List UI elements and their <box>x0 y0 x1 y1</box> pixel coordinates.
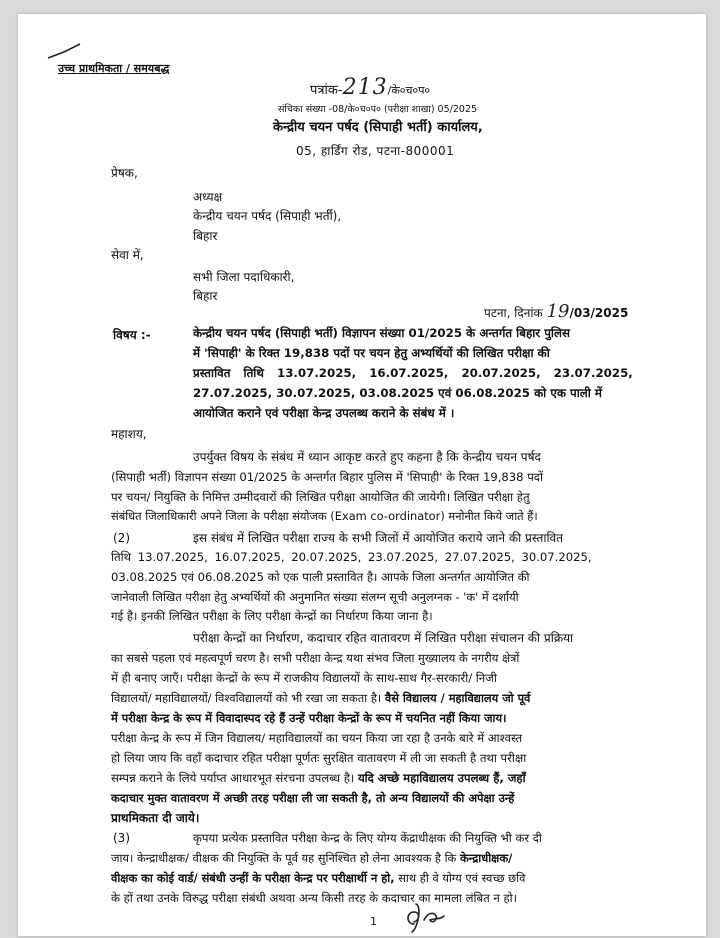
para2-line: इस संबंध में लिखित परीक्षा राज्य के सभी जिलों में आयोजित कराये जाने की प्रस्तावित <box>193 531 564 545</box>
para3-line: का सबसे पहला एवं महत्वपूर्ण चरण है। सभी परीक्षा केन्द्र यथा संभव जिला मुख्यालय के नगरीय क्षेत्रों <box>111 651 520 665</box>
para4-bold-text: केन्द्राधीक्षक/ <box>459 851 513 865</box>
date-rest: /03/2025 <box>569 306 629 320</box>
para3-line: में ही बनाए जाएँ। परीक्षा केन्द्रों के रूप में राजकीय विद्यालयों के साथ-साथ गैर-सरकारी/ निजी <box>111 671 497 685</box>
para3-bold-line: में परीक्षा केन्द्र के रूप में विवादास्पद रहे हैं उन्हें परीक्षा केन्द्रों के रूप में चयनित नहीं किया जाय। <box>111 711 507 725</box>
para3-line: हो लिया जाय कि वहाँ कदाचार रहित परीक्षा पूर्णतः सुरक्षित वातावरण में ली जा सकती है तथा परीक्षा <box>111 751 527 765</box>
para2-line: 03.08.2025 एवं 06.08.2025 को एक पाली प्रस्तावित है। आपके जिला अन्तर्गत आयोजित की <box>111 570 530 584</box>
tick-mark-icon <box>46 40 82 62</box>
file-reference: संचिका संख्या -08/के०च०प० (परीक्षा शाखा) 05/2025 <box>278 104 478 115</box>
para2-number: (2) <box>113 531 130 545</box>
para4-line: कृपया प्रत्येक प्रस्तावित परीक्षा केन्द्र के लिए योग्य केंद्राधीक्षक की नियुक्ति भी कर दी <box>193 831 542 845</box>
subject-line: 27.07.2025, 30.07.2025, 03.08.2025 एवं 06.08.2025 को एक पाली में <box>193 386 602 400</box>
para3-line: परीक्षा केन्द्रों का निर्धारण, कदाचार रहित वातावरण में लिखित परीक्षा संचालन की प्रक्रिया <box>193 631 574 645</box>
para3-bold-text: यदि अच्छे महाविद्यालय उपलब्ध हैं, जहाँ <box>357 771 526 785</box>
para4-bold-text: वीक्षक का कोई वार्ड/ संबंधी उन्हीं के परीक्षा केन्द्र पर परीक्षार्थी न हो, <box>111 871 395 885</box>
date-line <box>484 301 629 322</box>
priority-label: उच्च प्राथमिकता / समयबद्ध <box>58 62 170 75</box>
subject-line: केन्द्रीय चयन पर्षद (सिपाही भर्ती) विज्ञापन संख्या 01/2025 के अन्तर्गत बिहार पुलिस <box>193 326 570 340</box>
para2-line: जानेवाली लिखित परीक्षा हेतु अभ्यर्थियों की अनुमानित संख्या संलग्न सूची अनुलग्नक - 'क' में दर्शायी <box>111 590 519 604</box>
para3-line-text: विद्यालयों/ महाविद्यालयों/ विश्वविद्यालयों को भी रखा जा सकता है। <box>111 691 382 705</box>
sender-line-3: बिहार <box>193 229 218 243</box>
para3-bold-line: प्राथमिकता दी जाये। <box>111 811 200 825</box>
sender-line-2: केन्द्रीय चयन पर्षद (सिपाही भर्ती), <box>193 209 342 223</box>
letter-number-handwritten: 213 <box>342 75 388 100</box>
salutation: महाशय, <box>111 427 147 441</box>
para1-line: पर चयन/ नियुक्ति के निमित्त उम्मीदवारों की लिखित परीक्षा आयोजित की जायेगी। लिखित परीक्षा हेतु <box>111 490 530 504</box>
recipient-line-1: सभी जिला पदाधिकारी, <box>193 270 295 284</box>
para3-line <box>111 691 530 706</box>
office-name: केन्द्रीय चयन पर्षद (सिपाही भर्ती) कार्यालय, <box>273 120 483 135</box>
letter-number-prefix: पत्रांक- <box>310 83 343 98</box>
para2-line: तिथि 13.07.2025, 16.07.2025, 20.07.2025, 23.07.2025, 27.07.2025, 30.07.2025, <box>111 550 592 564</box>
initials-signature-icon <box>400 894 448 934</box>
page-number: 1 <box>370 915 377 928</box>
sender-line-1: अध्यक्ष <box>193 190 223 204</box>
subject-line: प्रस्तावित तिथि 13.07.2025, 16.07.2025, 20.07.2025, 23.07.2025, <box>193 366 633 380</box>
subject-line: आयोजित कराने एवं परीक्षा केन्द्र उपलब्ध कराने के संबंध में । <box>193 406 455 420</box>
para3-line: परीक्षा केन्द्र के रूप में जिन विद्यालय/ महाविद्यालयों का चयन किया जा रहा है उनके बारे में आश्वस्त <box>111 731 523 745</box>
letter-number-suffix: /के०च०प० <box>387 84 431 97</box>
para4-line-text: साथ ही वे योग्य एवं स्वच्छ छवि <box>398 871 526 885</box>
para1-line: (सिपाही भर्ती) विज्ञापन संख्या 01/2025 के अन्तर्गत बिहार पुलिस में 'सिपाही' के रिक्त 19,838 पदों <box>111 470 543 484</box>
date-prefix: पटना, दिनांक <box>484 306 543 320</box>
subject-label: विषय :- <box>113 328 151 342</box>
para3-bold-text: वैसे विद्यालय / महाविद्यालय जो पूर्व <box>384 691 531 705</box>
office-address: 05, हार्डिंग रोड, पटना-800001 <box>296 144 455 158</box>
para4-line: के हों तथा उनके विरुद्ध परीक्षा संबंधी अथवा अन्य किसी तरह के कदाचार का मामला लंबित न हो। <box>111 891 518 905</box>
subject-line: में 'सिपाही' के रिक्त 19,838 पदों पर चयन हेतु अभ्यर्थियों की लिखित परीक्षा की <box>193 346 550 360</box>
para4-number: (3) <box>113 831 130 845</box>
para3-line <box>111 771 526 786</box>
para2-line: गई है। इनकी लिखित परीक्षा के लिए परीक्षा केन्द्रों का निर्धारण किया जाना है। <box>111 609 433 623</box>
sender-label: प्रेषक, <box>111 166 138 180</box>
date-day-handwritten: 19 <box>546 301 570 322</box>
para4-line <box>111 871 525 886</box>
para3-bold-line: कदाचार मुक्त वातावरण में अच्छी तरह परीक्षा ली जा सकती है, तो अन्य विद्यालयों की अपेक्षा उन्हें <box>111 791 515 805</box>
recipient-label: सेवा में, <box>111 248 144 262</box>
para4-line-text: जाय। केन्द्राधीक्षक/ वीक्षक की नियुक्ति के पूर्व यह सुनिश्चित हो लेना आवश्यक है कि <box>111 851 457 865</box>
letter-number <box>310 75 431 100</box>
para3-line-text: सम्पन्न कराने के लिये पर्याप्त आधारभूत संरचना उपलब्ध है। <box>111 771 355 785</box>
recipient-line-2: बिहार <box>193 289 218 303</box>
document-page <box>18 14 706 936</box>
para4-line <box>111 851 512 866</box>
para1-line: संबंधित जिलाधिकारी अपने जिला के परीक्षा संयोजक (Exam co-ordinator) मनोनीत किये जाते हैं। <box>111 509 538 523</box>
para1-line: उपर्युक्त विषय के संबंध में ध्यान आकृष्ट करते हुए कहना है कि केन्द्रीय चयन पर्षद <box>193 450 541 464</box>
